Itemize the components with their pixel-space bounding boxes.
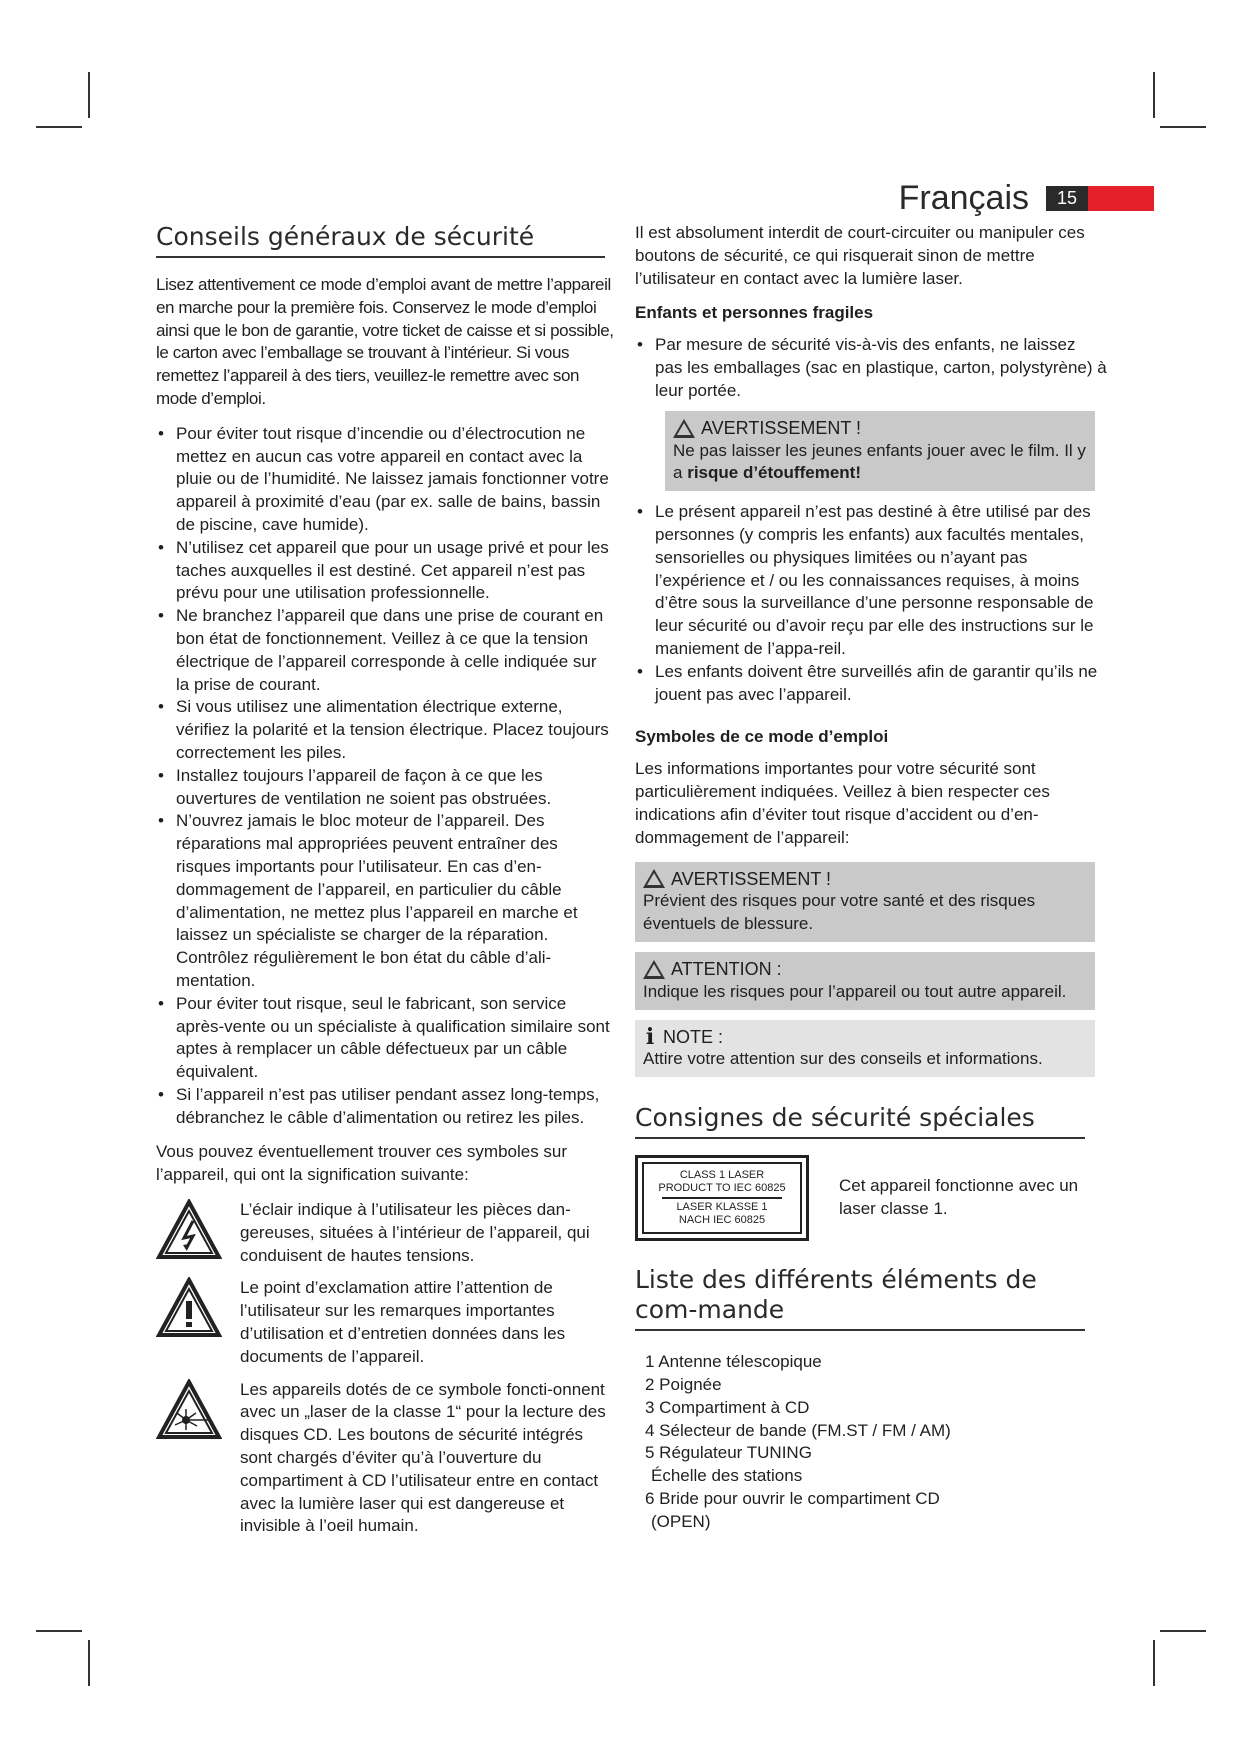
warning-box-title-text: AVERTISSEMENT ! [671,868,832,889]
page-header [898,178,1154,218]
section-title-special-safety: Consignes de sécurité spéciales [635,1103,1085,1139]
language-label: Français [898,179,1029,217]
symbols-heading: Symboles de ce mode d’emploi [635,727,889,747]
list-item: 3 Compartiment à CD [645,1397,810,1417]
lightning-warning-icon [156,1199,222,1261]
warning-box-children [665,411,1095,491]
crop-mark [88,1640,90,1686]
list-item: • Pour éviter tout risque, seul le fabricant, son service après-vente ou un spécialiste à qualification similaire sont aptes à remplacer un câble défectueux par un câble équivalent. [156,993,614,1084]
laser-label-divider [662,1197,782,1199]
warning-title-text: AVERTISSEMENT ! [701,417,862,438]
symbols-intro: Vous pouvez éventuellement trouver ces symboles sur l’appareil, qui ont la signification suivante: [156,1142,568,1185]
laser-warning-icon [156,1379,222,1441]
list-item: • Installez toujours l’appareil de façon à ce que les ouvertures de ventilation ne soient pas obstruées. [156,765,614,811]
crop-mark [88,72,90,118]
intro-paragraph: Lisez attentivement ce mode d’emploi avant de mettre l’appareil en marche pour la première fois. Conservez le mode d’emploi ainsi que le bon de garantie, votre ticket de caisse et si possible, le carton avec l’emballage se trouvant à l’intérieur. Si vous remettez l’appareil à des tiers, veuillez-le remettre avec son mode d’emploi. [156,275,614,408]
note-box [635,1020,1095,1078]
attention-triangle-icon [643,960,665,979]
crop-mark [1153,72,1155,118]
controls-list [635,1351,1107,1533]
laser-class-label [635,1155,809,1241]
warning-box-text: Prévient des risques pour votre santé et des risques éventuels de blessure. [643,891,1036,934]
symbol-row [156,1379,614,1539]
children-heading: Enfants et personnes fragiles [635,303,874,323]
warning-box-title [643,868,1087,891]
list-item: • Ne branchez l’appareil que dans une prise de courant en bon état de fonctionnement. Veillez à ce que la tension électrique de l’appareil corresponde à celle indiquée sur la prise de courant. [156,605,614,696]
warning-triangle-icon [643,869,665,888]
note-box-title [643,1023,1087,1050]
left-column [156,222,614,1548]
symbol-row [156,1199,614,1267]
laser-class-row [635,1155,1107,1241]
warning-title [673,417,1087,440]
laser-class-text: Cet appareil fonctionne avec un laser classe 1. [839,1176,1079,1219]
list-item: • Par mesure de sécurité vis-à-vis des enfants, ne laissez pas les emballages (sac en plastique, carton, polystyrène) à leur portée. [635,334,1107,402]
crop-mark [1153,1640,1155,1686]
crop-mark [1160,1630,1206,1632]
list-item: • Le présent appareil n’est pas destiné à être utilisé par des personnes (y compris les enfants) aux facultés mentales, sensorielles ou physiques limitées ou n’ayant pas l’expérience et / ou les connaissances requises, à moins d’être sous la surveillance d’une personne responsable de leur sécurité ou d’avoir reçu par elle des instructions sur le maniement de l’appa-reil. [635,501,1107,661]
list-item: 1 Antenne télescopique [645,1352,822,1372]
crop-mark [1160,126,1206,128]
note-box-text: Attire votre attention sur des conseils et informations. [643,1049,1043,1069]
warning-text-bold: risque d’étouffement! [687,463,861,483]
warning-triangle-icon [673,419,695,438]
warning-text-body: Ne pas laisser les jeunes enfants jouer avec le film. Il y a [673,440,1086,483]
symbols-paragraph: Les informations importantes pour votre sécurité sont particulièrement indiquées. Veillez à bien respecter ces indications afin d’éviter tout risque d’accident ou d’en-dommagement de l’appareil: [635,759,1050,847]
exclamation-warning-icon [156,1277,222,1339]
page-number: 15 [1046,186,1088,211]
laser-safety-paragraph: Il est absolument interdit de court-circuiter ou manipuler ces boutons de sécurité, ce qui risquerait sinon de mettre l’utilisateur en contact avec la lumière laser. [635,223,1085,288]
symbol-description: Le point d’exclamation attire l’attention de l’utilisateur sur les remarques importantes d’utilisation et d’entretien données dans les documents de l’appareil. [240,1278,566,1366]
list-item: (OPEN) [651,1511,711,1531]
attention-box-title [643,958,1087,981]
list-item: • Si vous utilisez une alimentation électrique externe, vérifiez la polarité et la tension électrique. Placez toujours correctement les piles. [156,696,614,764]
crop-mark [36,126,82,128]
list-item: 2 Poignée [645,1374,722,1394]
section-title-general-safety: Conseils généraux de sécurité [156,222,605,258]
warning-text [673,440,1087,486]
list-item: Échelle des stations [651,1466,803,1486]
right-column [635,222,1107,1533]
list-item: 5 Régulateur TUNING [645,1443,812,1463]
attention-box-title-text: ATTENTION : [671,958,782,979]
list-item: • N’ouvrez jamais le bloc moteur de l’appareil. Des réparations mal appropriées peuvent entraîner des risques importants pour l’utilisateur. En cas d’en-dommagement de l’appareil, en particulier du câble d’alimentation, ne mettez plus l’appareil en marche et laissez un spécialiste se charger de la réparation. Contrôlez régulièrement le bon état du câble d’ali-mentation. [156,810,614,992]
list-item: • Pour éviter tout risque d’incendie ou d’électrocution ne mettez en aucun cas votre appareil en contact avec la pluie ou de l’humidité. Ne laissez jamais fonctionner votre appareil à proximité d’eau (par ex. salle de bains, bassin de piscine, cave humide). [156,423,614,537]
page-number-bar [1046,186,1154,211]
list-item: 4 Sélecteur de bande (FM.ST / FM / AM) [645,1420,951,1440]
section-title-controls: Liste des différents éléments de com-mande [635,1265,1085,1331]
list-item: • Si l’appareil n’est pas utiliser pendant assez long-temps, débranchez le câble d’alimentation ou retirez les piles. [156,1084,614,1130]
safety-bullet-list [156,423,614,1130]
symbol-description: Les appareils dotés de ce symbole foncti-onnent avec un „laser de la classe 1“ pour la lecture des disques CD. Les boutons de sécurité intégrés sont chargés d’éviter qu’à l’ouverture du compartiment à CD l’utilisateur entre en contact avec la lumière laser qui est dangereuse et invisible à l’oeil humain. [240,1379,606,1536]
list-item: • Les enfants doivent être surveillés afin de garantir qu’ils ne jouent pas avec l’appareil. [635,661,1107,707]
laser-label-line: NACH IEC 60825 [678,1214,766,1227]
laser-label-line: LASER KLASSE 1 [676,1201,768,1214]
warning-box [635,862,1095,942]
children-bullet-list-2 [635,501,1107,706]
attention-box [635,952,1095,1010]
children-bullet-list [635,334,1107,402]
note-box-title-text: NOTE : [663,1026,724,1047]
symbol-row [156,1277,614,1368]
crop-mark [36,1630,82,1632]
list-item: 6 Bride pour ouvrir le compartiment CD [645,1488,940,1508]
list-item: • N’utilisez cet appareil que pour un usage privé et pour les taches auxquelles il est destiné. Cet appareil n’est pas prévu pour une utilisation professionnelle. [156,537,614,605]
attention-box-text: Indique les risques pour l’appareil ou tout autre appareil. [643,981,1067,1001]
symbol-description: L’éclair indique à l’utilisateur les pièces dan-gereuses, situées à l’intérieur de l’appareil, qui conduisent de hautes tensions. [240,1200,590,1265]
laser-label-inner [642,1162,802,1234]
laser-label-line: PRODUCT TO IEC 60825 [658,1182,786,1195]
info-icon: i [645,1023,655,1050]
laser-label-line: CLASS 1 LASER [679,1169,765,1182]
